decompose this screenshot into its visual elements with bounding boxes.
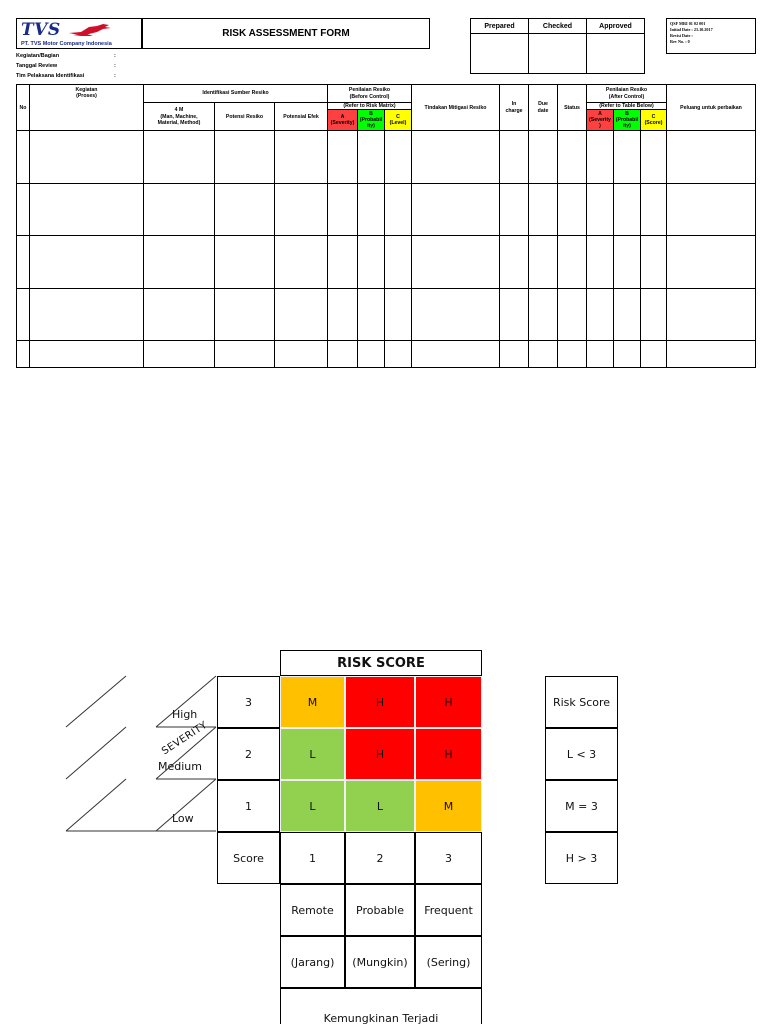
logo-brand: TVS [21,20,61,40]
signoff-table [470,18,645,74]
likelihood-score-3: 3 [415,832,482,884]
refer-risk-matrix: (Refer to Risk Matrix) [328,103,412,110]
matrix-cell-high-1: M [280,676,345,728]
likelihood-score-2: 2 [345,832,415,884]
company-logo [16,18,142,49]
score-label-cell: Score [217,832,280,884]
matrix-cell-medium-2: H [345,728,415,780]
likelihood-axis-label [280,988,482,1024]
col-c-level: C (Level) [385,110,412,131]
col-a2-severity: A (Severity ) [587,110,614,131]
score-1-cell: 1 [217,780,280,832]
refer-table-below: (Refer to Table Below) [587,103,667,110]
table-row [17,131,756,184]
meta-tim-label: Tim Pelaksana Identifikasi [16,73,85,79]
col-b2-probability: B (Probabil ity) [614,110,641,131]
signoff-checked-label: Checked [529,19,587,34]
signoff-prepared-box[interactable] [471,34,529,74]
likelihood-axis-text: Kemungkinan Terjadi [323,1012,439,1024]
horse-logo-icon [67,23,113,37]
risk-assessment-table [16,84,756,368]
severity-axis-label: SEVERITY [160,719,210,758]
likelihood-remote: Remote [280,884,345,936]
matrix-cell-low-1: L [280,780,345,832]
meta-kegiatan-label: Kegiatan/Bagian [16,53,60,59]
matrix-cell-high-3: H [415,676,482,728]
legend-high: H > 3 [545,832,618,884]
matrix-cell-low-3: M [415,780,482,832]
col-a-severity: A (Severity) [328,110,358,131]
col-identifikasi: Identifikasi Sumber Resiko [144,85,328,103]
score-3-cell: 3 [217,676,280,728]
likelihood-frequent: Frequent [415,884,482,936]
signoff-prepared-label: Prepared [471,19,529,34]
legend-medium: M = 3 [545,780,618,832]
likelihood-probable: Probable [345,884,415,936]
severity-low-label: Low [172,812,194,825]
col-potensi-efek: Potensial Efek [275,103,328,131]
doc-number: QSF MRI 01 02 001 [670,21,706,26]
table-row [17,288,756,341]
likelihood-jarang: (Jarang) [280,936,345,988]
col-peluang: Peluang untuk perbaikan [667,85,756,131]
table-row [17,183,756,236]
legend-low: L < 3 [545,728,618,780]
legend-title: Risk Score [545,676,618,728]
signoff-approved-box[interactable] [587,34,645,74]
col-potensi-resiko: Potensi Resiko [215,103,275,131]
likelihood-sering: (Sering) [415,936,482,988]
logo-company-name: PT. TVS Motor Company Indonesia [21,41,112,47]
col-penilaian-before: Penilaian Resiko (Before Control) [328,85,412,103]
form-title: RISK ASSESSMENT FORM [142,18,430,49]
likelihood-mungkin: (Mungkin) [345,936,415,988]
table-row [17,236,756,289]
matrix-cell-medium-1: L [280,728,345,780]
matrix-cell-low-2: L [345,780,415,832]
meta-tanggal-label: Tanggal Review [16,63,58,69]
meta-kegiatan: Kegiatan/Bagian : [16,53,116,59]
risk-score-title: RISK SCORE [280,650,482,676]
matrix-cell-high-2: H [345,676,415,728]
col-status: Status [558,85,587,131]
col-penilaian-after: Penilaian Resiko (After Control) [587,85,667,103]
likelihood-score-1: 1 [280,832,345,884]
meta-tim: Tim Pelaksana Identifikasi : [16,73,116,79]
col-c2-score: C (Score) [641,110,667,131]
matrix-cell-medium-3: H [415,728,482,780]
doc-revision-number: Rev No. : 0 [670,39,690,45]
table-row [17,341,756,368]
col-kegiatan: Kegiatan (Proses) [30,85,144,131]
severity-high-label: High [172,708,198,721]
doc-revision-date: Revisi Date : [670,33,693,39]
col-due-date: Due date [529,85,558,131]
severity-parallelogram [60,674,220,834]
col-tindakan: Tindakan Mitigasi Resiko [412,85,500,131]
severity-medium-label: Medium [158,760,202,773]
document-info [666,18,756,54]
signoff-checked-box[interactable] [529,34,587,74]
meta-tanggal: Tanggal Review : [16,63,116,69]
col-4m: 4 M (Man, Machine, Material, Method) [144,103,215,131]
signoff-approved-label: Approved [587,19,645,34]
doc-initial-date: Initial Date : 23.10.2017 [670,27,713,33]
col-in-charge: In charge [500,85,529,131]
col-b-probability: B (Probabil ity) [358,110,385,131]
score-2-cell: 2 [217,728,280,780]
col-no: No [17,85,30,131]
